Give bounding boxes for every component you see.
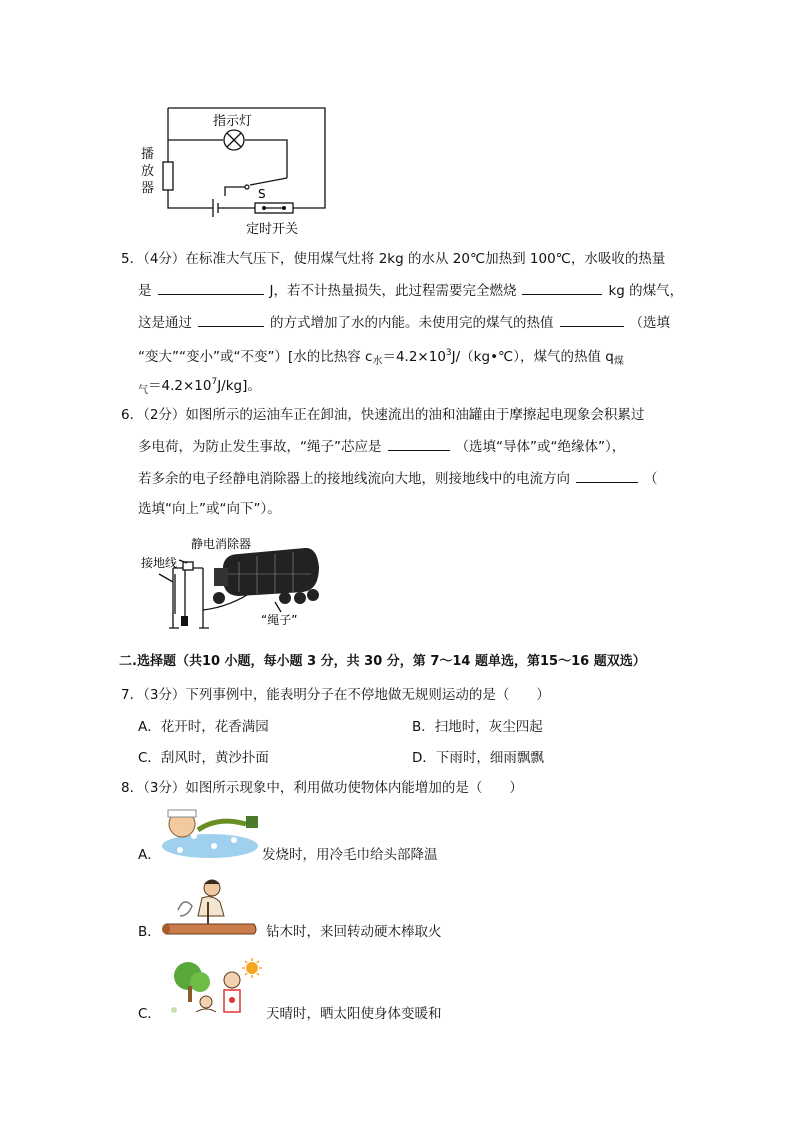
ground-label: 接地线: [141, 556, 178, 570]
q6-blank-rope: [388, 436, 450, 451]
q6-line3: 若多余的电子经静电消除器上的接地线流向大地，则接地线中的电流方向 （: [138, 468, 658, 489]
q5-line1: 5．（4分）在标准大气压下，使用煤气灶将 2kg 的水从 20℃加热到 100℃，水吸收的热量: [121, 251, 666, 267]
q7-option-a: A．花开时，花香满园: [138, 719, 269, 735]
q8-option-a-text: 发烧时，用冷毛巾给头部降温: [262, 847, 438, 863]
q5-line2: 是 J，若不计热量损失，此过程需要完全燃烧 kg 的煤气，: [138, 280, 683, 301]
q8-option-b-text: 钻木时，来回转动硬木棒取火: [266, 924, 442, 940]
tanker-body: [223, 548, 319, 596]
q8-option-a-letter: A．: [138, 847, 161, 863]
q8-stem: 8．（3分）如图所示现象中，利用做功使物体内能增加的是（ ）: [121, 780, 523, 796]
section-2-title: 二.选择题（共10 小题，每小题 3 分，共 30 分，第 7～14 题单选，第15～16 题双选）: [119, 654, 646, 669]
q6-line2: 多电荷，为防止发生事故，“绳子”芯应是 （选填“导体”或“绝缘体”），: [138, 436, 625, 457]
q6-line4: 选填“向上”或“向下”）。: [138, 501, 281, 517]
q5-blank-heat: [158, 280, 264, 295]
switch-label: S: [258, 187, 266, 201]
q8-option-c-letter: C．: [138, 1006, 161, 1022]
eliminator-label: 静电消除器: [191, 537, 252, 551]
rope-label: “绳子”: [261, 613, 298, 627]
q6-blank-direction: [576, 468, 638, 483]
player-label: 播放器: [141, 147, 155, 196]
q7-option-c: C．刮风时，黄沙扑面: [138, 750, 269, 766]
q7-option-d: D．下雨时，细雨飘飘: [412, 750, 544, 766]
q7-stem: 7．（3分）下列事例中，能表明分子在不停地做无规则运动的是（ ）: [121, 687, 550, 703]
circuit-diagram: [135, 100, 335, 240]
q5-blank-mass: [522, 280, 602, 295]
q5-line5: $_气=4.2\times 10^7J/kg$]。: [138, 377, 261, 396]
q5-blank-method: [198, 312, 264, 327]
q6-line1: 6．（2分）如图所示的运油车正在卸油，快速流出的油和油罐由于摩擦起电现象会积累过: [121, 407, 645, 423]
q8-option-c-text: 天晴时，晒太阳使身体变暖和: [266, 1006, 442, 1022]
timer-label: 定时开关: [246, 222, 299, 237]
q5-line4: “变大”“变小”或“不变”）[水的比热容 $c_水=4.2\times 10^3J/(kg•℃)$，煤气的热值 $q_煤$: [138, 348, 624, 367]
oil-truck-figure: [135, 532, 355, 632]
sunbathe-image: [160, 958, 264, 1022]
fever-towel-image: [158, 806, 262, 862]
indicator-label: 指示灯: [213, 114, 253, 129]
q5-blank-value: [560, 312, 624, 327]
q7-option-b: B．扫地时，灰尘四起: [412, 719, 543, 735]
q8-option-b-letter: B．: [138, 924, 161, 940]
q5-line3: 这是通过 的方式增加了水的内能。未使用完的煤气的热值 （选填: [138, 312, 670, 333]
drill-wood-image: [158, 876, 262, 940]
